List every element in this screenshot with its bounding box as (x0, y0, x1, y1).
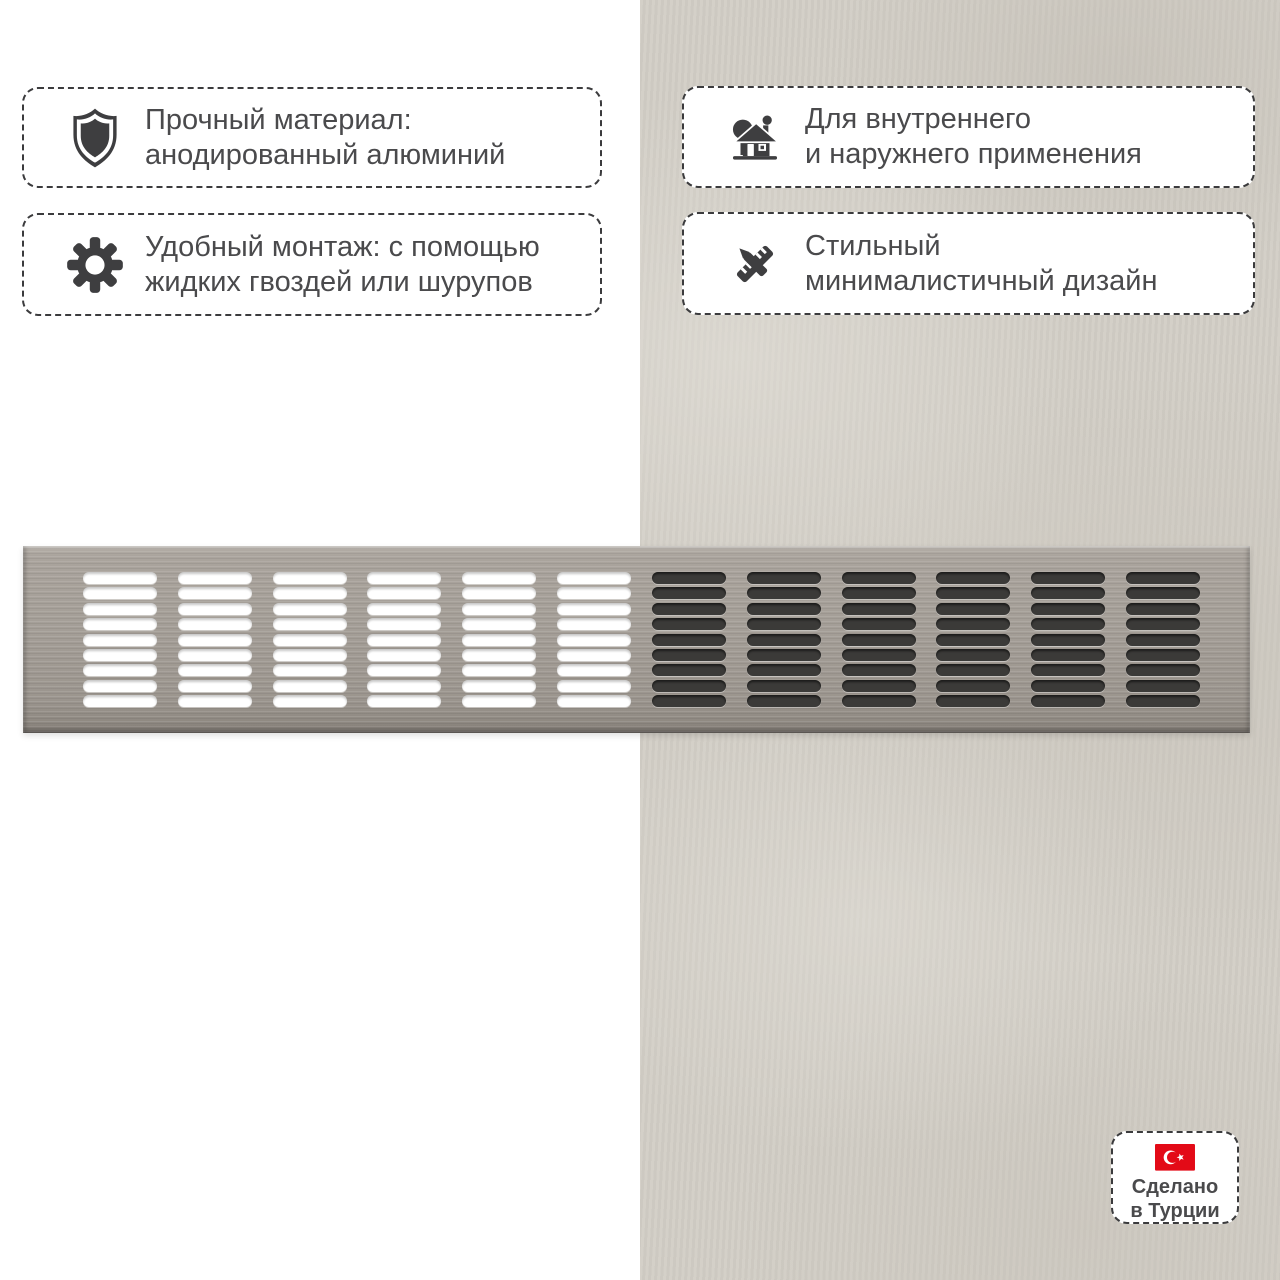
vent-slot (936, 680, 1010, 692)
vent-slot (462, 572, 536, 584)
vent-slot (367, 603, 441, 615)
vent-slot (462, 587, 536, 599)
feature-box-design (682, 212, 1255, 315)
vent-slot (936, 572, 1010, 584)
vent-slot (842, 680, 916, 692)
vent-slot (83, 664, 157, 676)
shield-icon (66, 107, 124, 169)
vent-slot (178, 603, 252, 615)
slot-column (83, 572, 157, 707)
vent-slot (1126, 695, 1200, 707)
vent-slot (178, 634, 252, 646)
vent-slot (367, 695, 441, 707)
vent-slot (1126, 618, 1200, 630)
vent-slot (1031, 680, 1105, 692)
feature-box-material (22, 87, 602, 188)
vent-slot (367, 680, 441, 692)
feature-line: жидких гвоздей или шурупов (145, 265, 533, 298)
vent-slot (178, 680, 252, 692)
vent-slot (936, 618, 1010, 630)
vent-slot (273, 695, 347, 707)
slot-column (1031, 572, 1105, 707)
vent-slot (178, 587, 252, 599)
vent-slot (747, 634, 821, 646)
vent-slot (557, 695, 631, 707)
vent-slot (273, 618, 347, 630)
vent-slot (273, 649, 347, 661)
vent-slot (747, 618, 821, 630)
vent-slot (178, 649, 252, 661)
vent-slot (557, 618, 631, 630)
vent-slot (557, 680, 631, 692)
vent-slot (367, 587, 441, 599)
vent-slot (1031, 695, 1105, 707)
feature-line: Стильный (805, 229, 941, 262)
vent-slot (557, 587, 631, 599)
vent-slot (747, 664, 821, 676)
vent-slot (367, 649, 441, 661)
vent-slot (936, 664, 1010, 676)
turkey-flag-icon (1155, 1144, 1195, 1170)
slot-column (747, 572, 821, 707)
vent-slot (652, 680, 726, 692)
vent-slot (1126, 634, 1200, 646)
feature-line: и наружнего применения (805, 138, 1142, 170)
vent-slot (936, 695, 1010, 707)
slot-column (652, 572, 726, 707)
ventilation-grille (23, 546, 1250, 733)
vent-slot (557, 603, 631, 615)
vent-slot (652, 603, 726, 615)
feature-text-mounting (145, 230, 540, 300)
feature-text-design (805, 229, 1158, 299)
vent-slot (1031, 634, 1105, 646)
vent-slot (747, 649, 821, 661)
vent-slot (936, 634, 1010, 646)
vent-slot (273, 603, 347, 615)
vent-slot (273, 634, 347, 646)
vent-slot (178, 664, 252, 676)
vent-slot (842, 695, 916, 707)
vent-slot (842, 572, 916, 584)
vent-slot (273, 572, 347, 584)
pencil-ruler-icon (726, 233, 784, 295)
vent-slot (652, 664, 726, 676)
vent-slot (178, 618, 252, 630)
vent-slot (1031, 603, 1105, 615)
vent-slot (842, 664, 916, 676)
vent-slot (842, 603, 916, 615)
vent-slot (367, 618, 441, 630)
vent-slot (652, 695, 726, 707)
vent-slot (273, 587, 347, 599)
feature-line: анодированный алюминий (145, 138, 506, 171)
slot-column (367, 572, 441, 707)
vent-slot (1126, 603, 1200, 615)
vent-slot (842, 649, 916, 661)
badge-line: Сделано (1131, 1176, 1219, 1198)
vent-slot (83, 649, 157, 661)
vent-slot (462, 695, 536, 707)
made-in-badge (1111, 1131, 1239, 1224)
vent-slot (178, 695, 252, 707)
vent-slot (1126, 680, 1200, 692)
gear-icon (66, 234, 124, 296)
vent-slot (557, 634, 631, 646)
feature-box-mounting (22, 213, 602, 316)
feature-text-application (805, 102, 1142, 172)
slot-column (557, 572, 631, 707)
feature-line: Удобный монтаж: с помощью (145, 230, 540, 263)
vent-slot (1126, 664, 1200, 676)
vent-slot (747, 695, 821, 707)
vent-slot (842, 587, 916, 599)
vent-slot (652, 572, 726, 584)
vent-slot (652, 587, 726, 599)
vent-slot (936, 587, 1010, 599)
vent-slot (652, 634, 726, 646)
vent-slot (747, 572, 821, 584)
vent-slot (367, 664, 441, 676)
vent-slot (747, 587, 821, 599)
vent-slot (83, 572, 157, 584)
vent-slot (936, 649, 1010, 661)
slot-column (842, 572, 916, 707)
slot-column (936, 572, 1010, 707)
vent-slot (273, 680, 347, 692)
vent-slot (1031, 572, 1105, 584)
vent-slot (367, 572, 441, 584)
vent-slot (462, 649, 536, 661)
vent-slot (462, 664, 536, 676)
vent-slot (747, 680, 821, 692)
vent-slot (273, 664, 347, 676)
feature-line: Для внутреннего (805, 103, 1032, 135)
vent-slot (1031, 587, 1105, 599)
vent-slot (747, 603, 821, 615)
slot-column (273, 572, 347, 707)
vent-slot (462, 603, 536, 615)
feature-line: минималистичный дизайн (805, 264, 1158, 297)
vent-slot (1126, 572, 1200, 584)
vent-slot (1126, 587, 1200, 599)
vent-slot (936, 603, 1010, 615)
vent-slot (83, 618, 157, 630)
vent-slot (1031, 618, 1105, 630)
house-icon (726, 106, 784, 168)
vent-slot (652, 618, 726, 630)
vent-slot (462, 618, 536, 630)
vent-slot (1031, 649, 1105, 661)
vent-slot (178, 572, 252, 584)
vent-slot (83, 634, 157, 646)
badge-line: в Турции (1130, 1200, 1220, 1222)
vent-slot (557, 649, 631, 661)
vent-slot (462, 680, 536, 692)
vent-slot (557, 664, 631, 676)
slot-column (1126, 572, 1200, 707)
slot-column (178, 572, 252, 707)
vent-slot (83, 603, 157, 615)
vent-slot (462, 634, 536, 646)
slot-column (462, 572, 536, 707)
vent-slot (367, 634, 441, 646)
vent-slot (83, 587, 157, 599)
feature-box-application (682, 86, 1255, 188)
vent-slot (1031, 664, 1105, 676)
vent-slot (83, 695, 157, 707)
vent-slot (842, 634, 916, 646)
vent-slot (1126, 649, 1200, 661)
vent-slot (83, 680, 157, 692)
vent-slot (842, 618, 916, 630)
made-in-text (1130, 1175, 1219, 1223)
feature-line: Прочный материал: (145, 103, 412, 136)
vent-slot (652, 649, 726, 661)
feature-text-material (145, 103, 505, 173)
vent-slot (557, 572, 631, 584)
